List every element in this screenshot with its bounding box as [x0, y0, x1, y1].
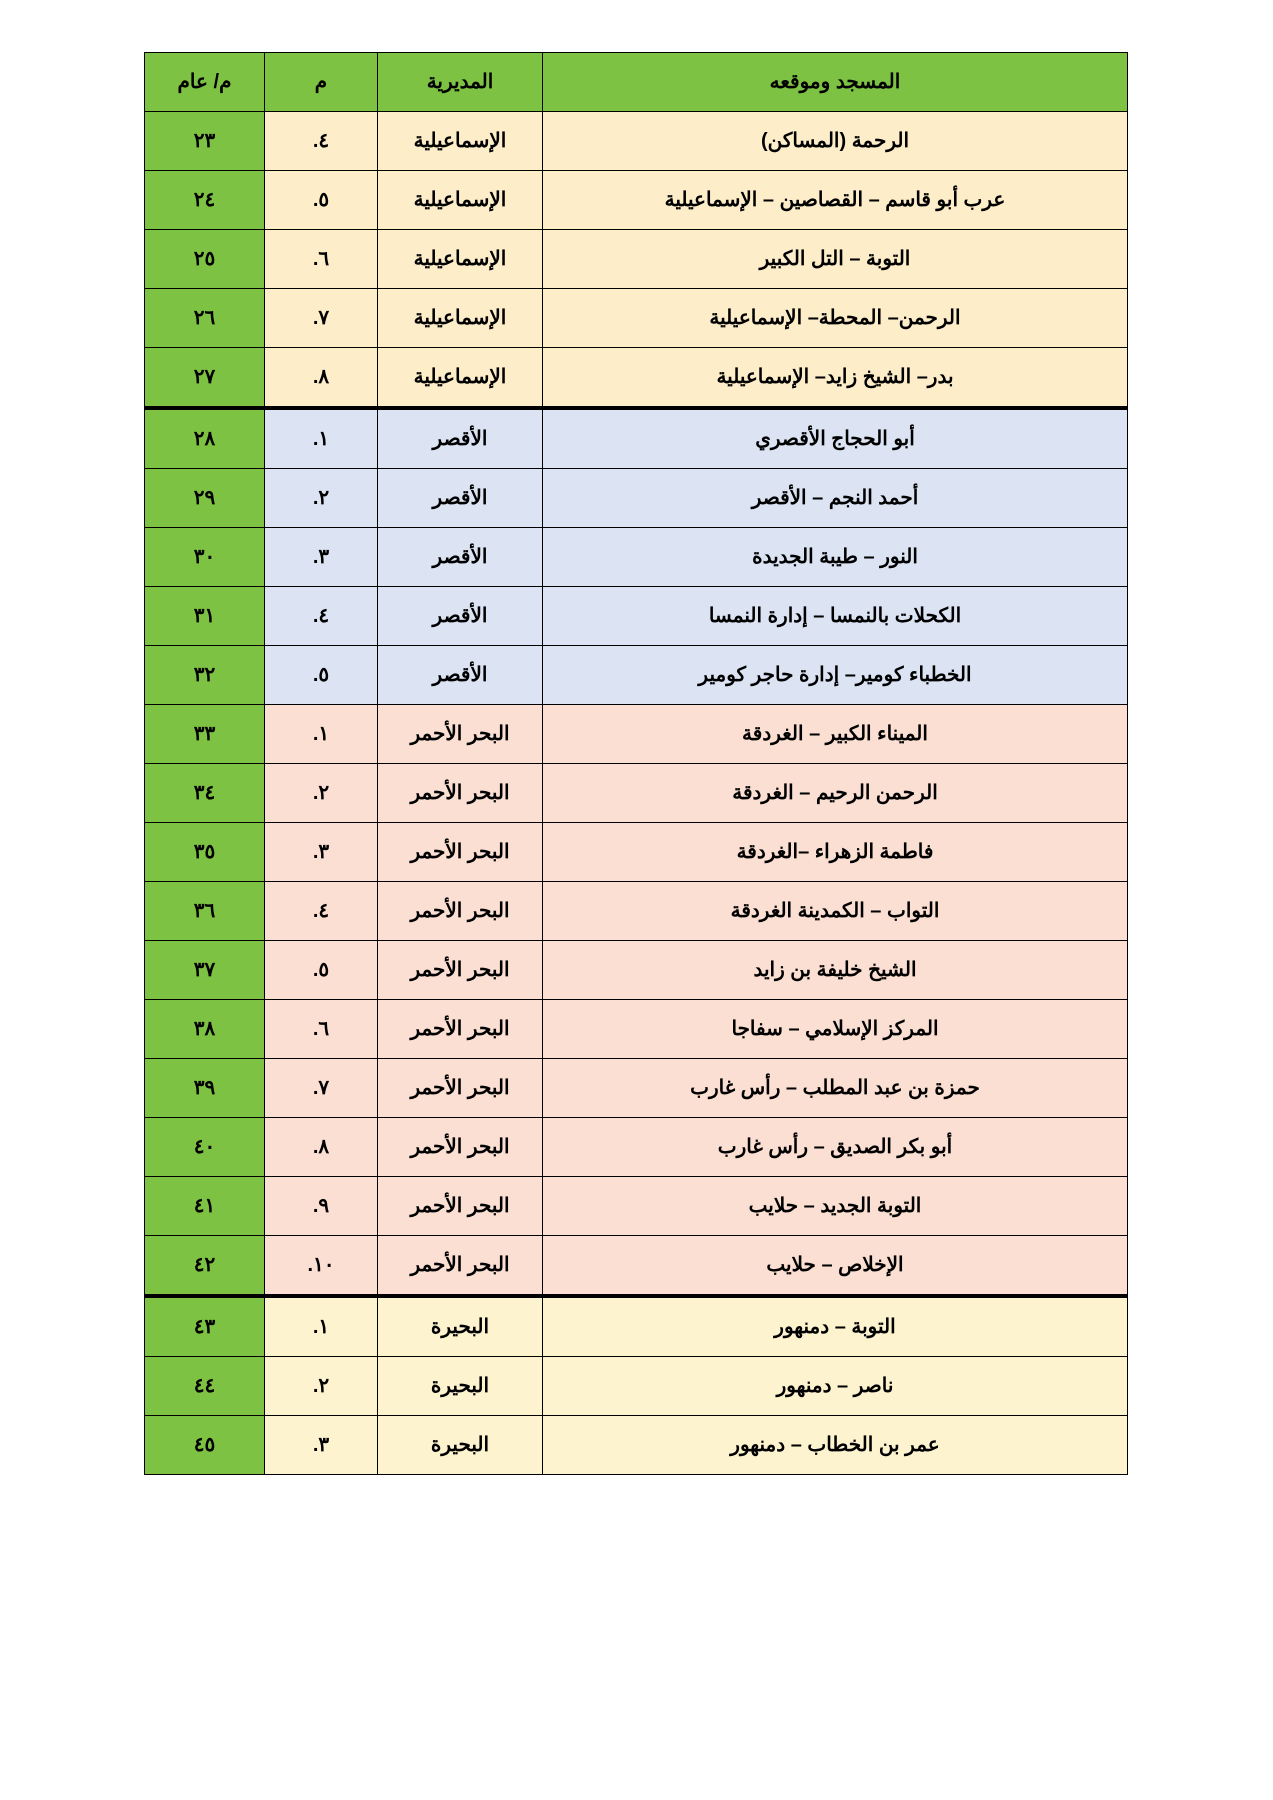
cell-year-number: ٤٤ [145, 1357, 265, 1416]
table-row [145, 1357, 1128, 1416]
table-body [145, 112, 1128, 1475]
cell-year-number: ٣٦ [145, 882, 265, 941]
cell-directorate: الإسماعيلية [378, 112, 543, 171]
cell-year-number: ٤٥ [145, 1416, 265, 1475]
table-row [145, 1296, 1128, 1357]
table-row [145, 823, 1128, 882]
cell-directorate: البحيرة [378, 1416, 543, 1475]
cell-year-number: ٢٩ [145, 469, 265, 528]
cell-mosque-name: الرحمة (المساكن) [543, 112, 1128, 171]
cell-directorate: البحر الأحمر [378, 1000, 543, 1059]
cell-number: ١. [265, 1296, 378, 1357]
cell-year-number: ٢٦ [145, 289, 265, 348]
cell-number: ٤. [265, 882, 378, 941]
cell-directorate: الأقصر [378, 528, 543, 587]
cell-number: ٦. [265, 230, 378, 289]
cell-number: ٦. [265, 1000, 378, 1059]
cell-mosque-name: الميناء الكبير – الغردقة [543, 705, 1128, 764]
cell-number: ٥. [265, 646, 378, 705]
cell-year-number: ٢٣ [145, 112, 265, 171]
table-row [145, 171, 1128, 230]
cell-mosque-name: الكحلات بالنمسا – إدارة النمسا [543, 587, 1128, 646]
cell-number: ٧. [265, 289, 378, 348]
cell-mosque-name: الإخلاص – حلايب [543, 1236, 1128, 1297]
table-header [145, 53, 1128, 112]
cell-mosque-name: أبو الحجاج الأقصري [543, 408, 1128, 469]
table-row [145, 1118, 1128, 1177]
table-row [145, 764, 1128, 823]
table-row [145, 705, 1128, 764]
table-row [145, 587, 1128, 646]
cell-number: ٢. [265, 469, 378, 528]
cell-number: ٢. [265, 1357, 378, 1416]
column-header-directorate: المديرية [378, 53, 543, 112]
cell-number: ٥. [265, 171, 378, 230]
cell-mosque-name: الرحمن– المحطة– الإسماعيلية [543, 289, 1128, 348]
cell-year-number: ٤٠ [145, 1118, 265, 1177]
cell-mosque-name: الرحمن الرحيم – الغردقة [543, 764, 1128, 823]
table-row [145, 1177, 1128, 1236]
cell-year-number: ٢٤ [145, 171, 265, 230]
table-row [145, 528, 1128, 587]
cell-mosque-name: أبو بكر الصديق – رأس غارب [543, 1118, 1128, 1177]
table-row [145, 348, 1128, 409]
table-row [145, 646, 1128, 705]
cell-directorate: البحر الأحمر [378, 1118, 543, 1177]
cell-directorate: الإسماعيلية [378, 289, 543, 348]
cell-mosque-name: التواب – الكمدينة الغردقة [543, 882, 1128, 941]
cell-number: ١. [265, 705, 378, 764]
cell-directorate: الإسماعيلية [378, 348, 543, 409]
cell-year-number: ٣١ [145, 587, 265, 646]
cell-year-number: ٣٤ [145, 764, 265, 823]
cell-directorate: الإسماعيلية [378, 171, 543, 230]
cell-mosque-name: التوبة – دمنهور [543, 1296, 1128, 1357]
cell-directorate: البحيرة [378, 1357, 543, 1416]
cell-number: ٨. [265, 1118, 378, 1177]
cell-directorate: البحر الأحمر [378, 941, 543, 1000]
cell-mosque-name: النور – طيبة الجديدة [543, 528, 1128, 587]
cell-year-number: ٣٩ [145, 1059, 265, 1118]
cell-year-number: ٣٠ [145, 528, 265, 587]
cell-year-number: ٢٧ [145, 348, 265, 409]
cell-year-number: ٤٣ [145, 1296, 265, 1357]
cell-directorate: البحر الأحمر [378, 1059, 543, 1118]
table-row [145, 408, 1128, 469]
table-row [145, 469, 1128, 528]
cell-mosque-name: التوبة – التل الكبير [543, 230, 1128, 289]
cell-directorate: البحيرة [378, 1296, 543, 1357]
cell-number: ١٠. [265, 1236, 378, 1297]
cell-mosque-name: الخطباء كومير– إدارة حاجر كومير [543, 646, 1128, 705]
cell-directorate: الأقصر [378, 587, 543, 646]
cell-number: ٢. [265, 764, 378, 823]
table-row [145, 941, 1128, 1000]
cell-mosque-name: أحمد النجم – الأقصر [543, 469, 1128, 528]
cell-number: ٤. [265, 112, 378, 171]
cell-mosque-name: ناصر – دمنهور [543, 1357, 1128, 1416]
cell-number: ٤. [265, 587, 378, 646]
cell-directorate: الإسماعيلية [378, 230, 543, 289]
cell-mosque-name: حمزة بن عبد المطلب – رأس غارب [543, 1059, 1128, 1118]
table-row [145, 1236, 1128, 1297]
cell-number: ٧. [265, 1059, 378, 1118]
cell-mosque-name: الشيخ خليفة بن زايد [543, 941, 1128, 1000]
cell-directorate: البحر الأحمر [378, 823, 543, 882]
cell-year-number: ٣٧ [145, 941, 265, 1000]
cell-mosque-name: عرب أبو قاسم – القصاصين – الإسماعيلية [543, 171, 1128, 230]
cell-year-number: ٤٢ [145, 1236, 265, 1297]
cell-number: ٩. [265, 1177, 378, 1236]
cell-year-number: ٤١ [145, 1177, 265, 1236]
cell-directorate: الأقصر [378, 469, 543, 528]
cell-year-number: ٢٥ [145, 230, 265, 289]
cell-directorate: البحر الأحمر [378, 1236, 543, 1297]
cell-mosque-name: بدر– الشيخ زايد– الإسماعيلية [543, 348, 1128, 409]
cell-number: ٣. [265, 528, 378, 587]
cell-mosque-name: عمر بن الخطاب – دمنهور [543, 1416, 1128, 1475]
cell-number: ١. [265, 408, 378, 469]
cell-year-number: ٣٣ [145, 705, 265, 764]
column-header-number: م [265, 53, 378, 112]
cell-number: ٥. [265, 941, 378, 1000]
cell-directorate: البحر الأحمر [378, 1177, 543, 1236]
cell-year-number: ٢٨ [145, 408, 265, 469]
cell-directorate: البحر الأحمر [378, 882, 543, 941]
cell-directorate: الأقصر [378, 408, 543, 469]
table-row [145, 112, 1128, 171]
cell-number: ٣. [265, 823, 378, 882]
cell-mosque-name: فاطمة الزهراء –الغردقة [543, 823, 1128, 882]
cell-mosque-name: التوبة الجديد – حلايب [543, 1177, 1128, 1236]
cell-mosque-name: المركز الإسلامي – سفاجا [543, 1000, 1128, 1059]
cell-directorate: البحر الأحمر [378, 705, 543, 764]
cell-year-number: ٣٥ [145, 823, 265, 882]
table-row [145, 289, 1128, 348]
column-header-mosque-name: المسجد وموقعه [543, 53, 1128, 112]
cell-year-number: ٣٨ [145, 1000, 265, 1059]
table-header-row [145, 53, 1128, 112]
mosques-table [144, 52, 1128, 1475]
table-row [145, 1059, 1128, 1118]
cell-number: ٣. [265, 1416, 378, 1475]
cell-number: ٨. [265, 348, 378, 409]
cell-directorate: الأقصر [378, 646, 543, 705]
column-header-year-number: م/ عام [145, 53, 265, 112]
cell-directorate: البحر الأحمر [378, 764, 543, 823]
table-row [145, 1416, 1128, 1475]
table-row [145, 1000, 1128, 1059]
cell-year-number: ٣٢ [145, 646, 265, 705]
table-row [145, 882, 1128, 941]
table-row [145, 230, 1128, 289]
